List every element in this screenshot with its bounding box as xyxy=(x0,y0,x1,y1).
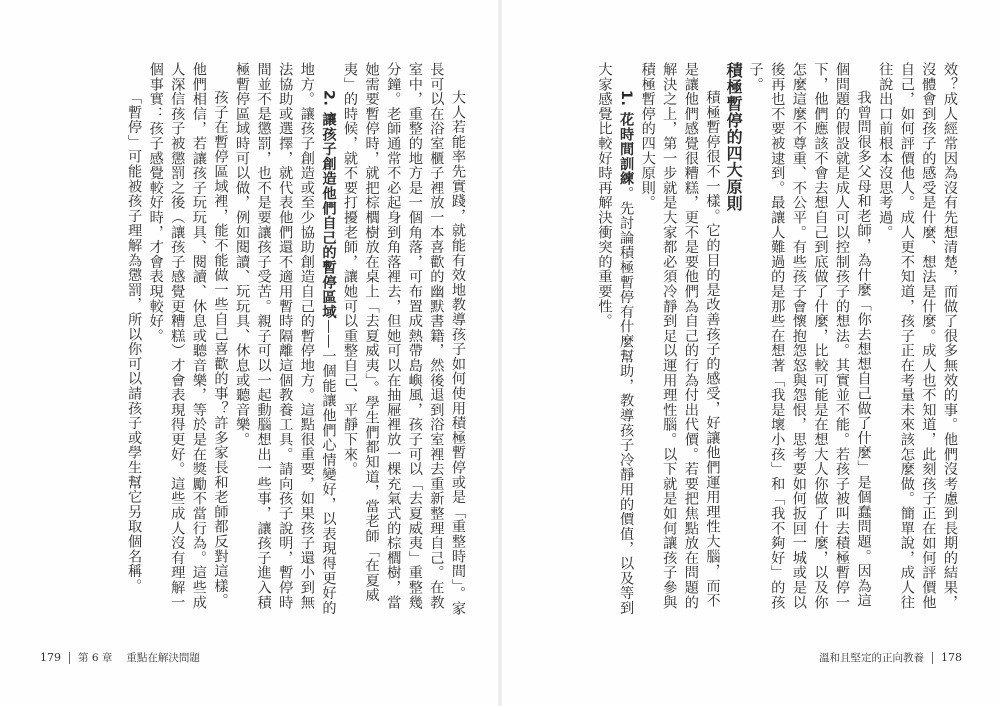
paragraph xyxy=(593,62,636,622)
running-title: 溫和且堅定的正向教養 xyxy=(819,652,924,664)
chapter-label: 第 6 章 xyxy=(78,652,113,664)
left-page-footer xyxy=(40,651,200,665)
paragraph: 積極暫停很不一樣。它的目的是改善孩子的感受，好讓他們運用理性大腦，而不是讓他們感覺很糟糕，更不是要他們為自己的行為付出代價。若要把焦點放在問題的解決之上，第一步就是大家都必須冷靜到足以運用理性腦。以下就是如何讓孩子參與積極暫停的四大原則。 xyxy=(639,62,721,610)
page-number: 178 xyxy=(941,651,962,664)
principle-1-heading: 1. 花時間訓練 xyxy=(618,90,635,187)
principle-1-text: 。先討論積極暫停有什麼幫助，教導孩子冷靜用的價值，以及等到大家感覺比較好時再解決衝突的重要性。 xyxy=(596,62,635,616)
paragraph: 「暫停」可能被孩子理解為懲罰，所以你可以請孩子或學生幫它另取個名稱。 xyxy=(126,90,143,594)
principle-2-text: ——一個能讓他們心情變好，以表現得更好的地方。讓孩子創造或至少協助創造自己的暫停地方。這點很重要，如果孩子還小到無法協助或選擇，就代表他們還不適用暫時隔離這個教養工具。請向孩子說明，暫停時間並不是懲罰，也不是要讓孩子受苦。親子可以一起動腦想出一些事，讓孩子進入積極暫停區域時可以做，例如閱讀、玩玩具、休息或聽音樂。 xyxy=(234,62,337,616)
right-page-footer xyxy=(819,651,962,665)
footer-divider xyxy=(932,652,933,664)
section-heading: 積極暫停的四大原則 xyxy=(724,62,744,212)
paragraph: 我曾問很多父母和老師，為什麼「你去想想自己做了什麼」是個蠢問題。因為這個問題的假設就是成人可以控制孩子的想法。其實並不能。若孩子被叫去積極暫停一下，他們應該不會去想自己到底做了什麼，比較可能是在想大人你做了什麼，以及你怎麼這麼不尊重、不公平。有些孩子會懷抱怨怒與怨恨，思考要如何扳回一城或是以後再也不要被逮到。最讓人難過的是那些在想著「我是壞小孩」和「我不夠好」的孩子。 xyxy=(747,62,872,610)
principle-2-heading: 2. 讓孩子創造他們自己的暫停區域 xyxy=(320,90,337,320)
footer-divider xyxy=(69,652,70,664)
paragraph: 孩子在暫停區域裡，能不能做一些自己喜歡的事？許多家長和老師都反對這樣。他們相信，若讓孩子玩玩具、閱讀、休息或聽音樂，等於是在獎勵不當行為。這些成人深信孩子被懲罰之後（讓孩子感覺更糟糕）才會表現得更好。這些成人沒有理解一個事實：孩子感覺較好時，才會表現較好。 xyxy=(147,62,229,610)
left-page-body xyxy=(88,62,468,622)
running-title: 重點在解決問題 xyxy=(126,652,200,664)
paragraph: 效？成人經常因為沒有先想清楚，而做了很多無效的事。他們沒考慮到長期的結果，沒體會到孩子的感受是什麼、想法是什麼。成人也不知道，此刻孩子正在如何評價他自己，如何評價他人。成人更不知道，孩子正在考量未來該怎麼做。簡單說，成人往往說出口前根本沒思考過。 xyxy=(877,62,958,610)
right-page-body xyxy=(570,62,960,622)
paragraph: 大人若能率先實踐，就能有效地教導孩子如何使用積極暫停或是「重整時間」。家長可以在浴室櫃子裡放一本喜歡的幽默書籍，然後退到浴室裡去重新整理自己。在教室中，重整的地方是一個角落，可布置成熱帶島嶼風，孩子可以「去夏威夷」重整幾分鐘。老師通常不必起身到角落裡去，但她可以在抽屜裡放一棵充氣式的棕櫚樹，當她需要暫停時，就把棕櫚樹放在桌上「去夏威夷」。學生們都知道，當老師「在夏威夷」的時候，就不要打擾老師，讓她可以重整自己、平靜下來。 xyxy=(342,62,466,617)
paragraph xyxy=(230,62,338,622)
page-number: 179 xyxy=(40,651,61,664)
